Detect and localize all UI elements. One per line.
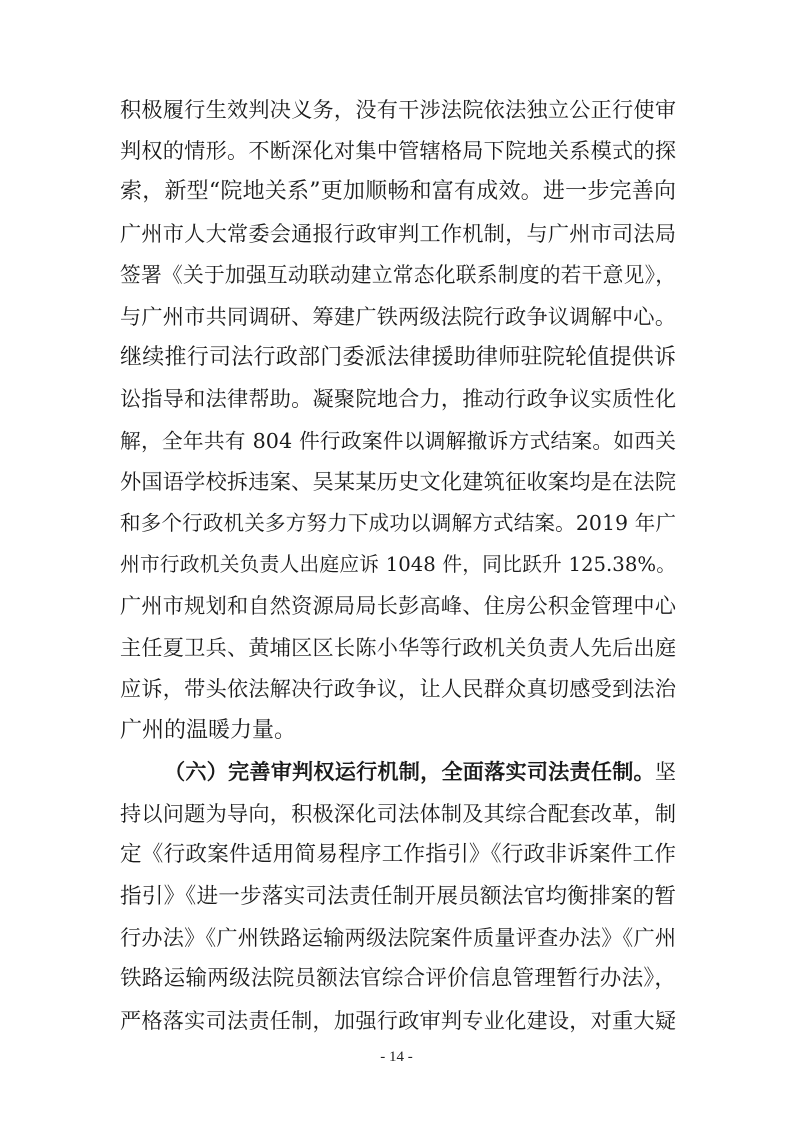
paragraph-line: 行办法》《广州铁路运输两级法院案件质量评查办法》《广州	[120, 925, 676, 950]
page-number: - 14 -	[380, 1049, 413, 1065]
paragraph-line: 州市行政机关负责人出庭应诉 1048 件，同比跃升 125.38%。	[120, 553, 676, 576]
paragraph-line: 定《行政案件适用简易程序工作指引》《行政非诉案件工作	[120, 842, 676, 867]
section-heading-tail: 坚	[654, 759, 676, 784]
paragraph-line: 积极履行生效判决义务，没有干涉法院依法独立公正行使审	[120, 97, 676, 122]
paragraph-line: 严格落实司法责任制，加强行政审判专业化建设，对重大疑	[120, 1008, 676, 1033]
paragraph-line: 继续推行司法行政部门委派法律援助律师驻院轮值提供诉	[120, 345, 676, 370]
paragraph-line: 应诉，带头依法解决行政争议，让人民群众真切感受到法治	[120, 676, 676, 701]
paragraph-line: 判权的情形。不断深化对集中管辖格局下院地关系模式的探	[120, 138, 676, 163]
paragraph-line: 持以问题为导向，积极深化司法体制及其综合配套改革，制	[120, 801, 676, 826]
paragraph-line: 和多个行政机关多方努力下成功以调解方式结案。2019 年广	[120, 511, 676, 535]
paragraph-line: 指引》《进一步落实司法责任制开展员额法官均衡排案的暂	[120, 884, 676, 909]
paragraph-line: 铁路运输两级法院员额法官综合评价信息管理暂行办法》，	[120, 966, 676, 991]
section-heading-line	[164, 751, 676, 793]
paragraph-line: 广州市规划和自然资源局局长彭高峰、住房公积金管理中心	[120, 593, 676, 618]
paragraph-line: 解，全年共有 804 件行政案件以调解撤诉方式结案。如西关	[120, 429, 676, 453]
paragraph-line: 广州市人大常委会通报行政审判工作机制，与广州市司法局	[120, 221, 676, 246]
paragraph-line: 广州的温暖力量。	[120, 718, 297, 743]
section-heading: （六）完善审判权运行机制，全面落实司法责任制。	[164, 759, 655, 784]
paragraph-line: 签署《关于加强互动联动建立常态化联系制度的若干意见》，	[120, 263, 676, 287]
paragraph-line: 与广州市共同调研、筹建广铁两级法院行政争议调解中心。	[120, 304, 676, 329]
paragraph-line: 索，新型“院地关系”更加顺畅和富有成效。进一步完善向	[120, 179, 676, 204]
paragraph-line: 讼指导和法律帮助。凝聚院地合力，推动行政争议实质性化	[120, 386, 676, 411]
paragraph-line: 主任夏卫兵、黄埔区区长陈小华等行政机关负责人先后出庭	[120, 635, 676, 660]
paragraph-line: 外国语学校拆违案、吴某某历史文化建筑征收案均是在法院	[120, 469, 676, 494]
